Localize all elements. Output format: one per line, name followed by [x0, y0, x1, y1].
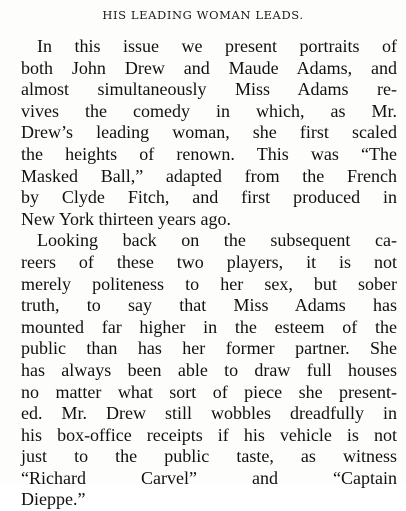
article-line: In this issue we present portraits of: [37, 36, 397, 56]
article-line: reers of these two players, it is not: [21, 251, 397, 272]
article-headline: HIS LEADING WOMAN LEADS.: [102, 8, 304, 22]
cropped-next-line: [36, 478, 376, 484]
article-line: the heights of renown. This was “The: [21, 143, 397, 164]
article-line: Dieppe.”: [21, 489, 86, 510]
article-line: both John Drew and Maude Adams, and: [21, 57, 397, 78]
article-line: vives the comedy in which, as Mr.: [21, 100, 397, 121]
article-line: ed. Mr. Drew still wobbles dreadfully in: [21, 403, 397, 424]
article-line: mounted far higher in the esteem of the: [21, 316, 397, 337]
article-line: merely politeness to her sex, but sober: [21, 273, 397, 294]
article-line: by Clyde Fitch, and first produced in: [21, 187, 397, 208]
article-line: Drew’s leading woman, she first scaled: [21, 122, 397, 143]
article-line: almost simultaneously Miss Adams re-: [21, 79, 397, 100]
article-line: truth, to say that Miss Adams has: [21, 295, 397, 316]
article-body: [21, 36, 397, 511]
article-line: his box-office receipts if his vehicle is not: [21, 424, 397, 445]
article-line: Masked Ball,” adapted from the French: [21, 165, 397, 186]
article-line: has always been able to draw full houses: [21, 359, 397, 380]
article-line: “Richard Carvel” and “Captain: [21, 467, 397, 488]
article-line: Looking back on the subsequent ca-: [37, 230, 397, 251]
article-line: New York thirteen years ago.: [21, 208, 231, 229]
article-line: just to the public taste, as witness: [21, 446, 397, 467]
article-line: public than has her former partner. She: [21, 338, 397, 359]
article-line: no matter what sort of piece she present-: [21, 381, 397, 402]
